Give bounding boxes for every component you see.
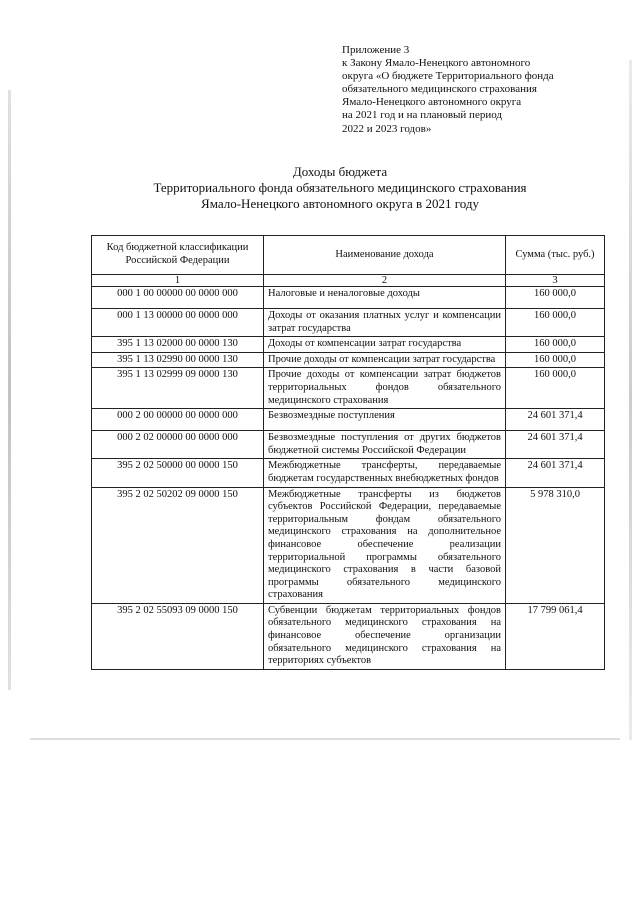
row-name: Прочие доходы от компенсации затрат государства <box>264 352 506 368</box>
title-line: Территориального фонда обязательного медицинского страхования <box>153 180 527 195</box>
scan-edge-bottom <box>30 738 620 740</box>
revenue-table <box>91 235 605 670</box>
row-code: 000 2 02 00000 00 0000 000 <box>92 431 264 459</box>
row-amount: 5 978 310,0 <box>506 487 605 603</box>
column-number: 1 <box>92 275 264 287</box>
row-name: Межбюджетные трансферты, передаваемые бюджетам государственных внебюджетных фондов <box>264 459 506 487</box>
scan-edge-right <box>629 60 632 740</box>
title-line: Ямало-Ненецкого автономного округа в 2021 году <box>201 196 479 211</box>
row-amount: 24 601 371,4 <box>506 431 605 459</box>
row-code: 000 2 00 00000 00 0000 000 <box>92 409 264 431</box>
row-amount: 160 000,0 <box>506 287 605 309</box>
appendix-line: 2022 и 2023 годов» <box>342 122 432 135</box>
table-row <box>92 337 605 353</box>
table-row <box>92 352 605 368</box>
appendix-line: к Закону Ямало-Ненецкого автономного <box>342 57 531 70</box>
header-amount: Сумма (тыс. руб.) <box>506 236 605 275</box>
appendix-note <box>342 44 612 136</box>
row-code: 000 1 13 00000 00 0000 000 <box>92 309 264 337</box>
row-code: 395 1 13 02000 00 0000 130 <box>92 337 264 353</box>
row-code: 395 2 02 50202 09 0000 150 <box>92 487 264 603</box>
scan-edge-left <box>8 90 11 690</box>
row-amount: 160 000,0 <box>506 309 605 337</box>
row-code: 395 1 13 02999 09 0000 130 <box>92 368 264 409</box>
row-amount: 160 000,0 <box>506 368 605 409</box>
row-amount: 17 799 061,4 <box>506 603 605 669</box>
appendix-line: на 2021 год и на плановый период <box>342 109 502 122</box>
row-amount: 24 601 371,4 <box>506 459 605 487</box>
table-row <box>92 409 605 431</box>
table-row <box>92 487 605 603</box>
row-name: Прочие доходы от компенсации затрат бюджетов территориальных фондов обязательного медицинского страхования <box>264 368 506 409</box>
appendix-line: обязательного медицинского страхования <box>342 83 537 96</box>
row-name: Доходы от оказания платных услуг и компенсации затрат государства <box>264 309 506 337</box>
table-column-numbers-row <box>92 275 605 287</box>
table-row <box>92 459 605 487</box>
row-code: 395 2 02 50000 00 0000 150 <box>92 459 264 487</box>
table-row <box>92 431 605 459</box>
table-row <box>92 309 605 337</box>
row-name: Межбюджетные трансферты из бюджетов субъектов Российской Федерации, передаваемые территориальным фондам обязательного медицинского страхования на дополнительное финансовое обеспечение реализации территориальной программы обязательного медицинского страхования в части базовой программы обязательного медицинского страхования <box>264 487 506 603</box>
row-name: Безвозмездные поступления <box>264 409 506 431</box>
appendix-line: округа «О бюджете Территориального фонда <box>342 70 554 83</box>
table-header-row <box>92 236 605 275</box>
table-row <box>92 368 605 409</box>
header-name: Наименование дохода <box>264 236 506 275</box>
column-number: 2 <box>264 275 506 287</box>
row-code: 000 1 00 00000 00 0000 000 <box>92 287 264 309</box>
table-row <box>92 603 605 669</box>
row-name: Доходы от компенсации затрат государства <box>264 337 506 353</box>
document-title <box>60 164 620 212</box>
appendix-line: Приложение 3 <box>342 44 410 56</box>
row-amount: 24 601 371,4 <box>506 409 605 431</box>
row-name: Субвенции бюджетам территориальных фондов обязательного медицинского страхования на финансовое обеспечение организации обязательного медицинского страхования на территориях субъектов <box>264 603 506 669</box>
row-amount: 160 000,0 <box>506 352 605 368</box>
table-row <box>92 287 605 309</box>
appendix-line: Ямало-Ненецкого автономного округа <box>342 96 522 109</box>
row-code: 395 2 02 55093 09 0000 150 <box>92 603 264 669</box>
row-name: Налоговые и неналоговые доходы <box>264 287 506 309</box>
column-number: 3 <box>506 275 605 287</box>
header-code: Код бюджетной классификации Российской Федерации <box>92 236 264 275</box>
row-amount: 160 000,0 <box>506 337 605 353</box>
row-code: 395 1 13 02990 00 0000 130 <box>92 352 264 368</box>
row-name: Безвозмездные поступления от других бюджетов бюджетной системы Российской Федерации <box>264 431 506 459</box>
title-line: Доходы бюджета <box>292 164 388 179</box>
